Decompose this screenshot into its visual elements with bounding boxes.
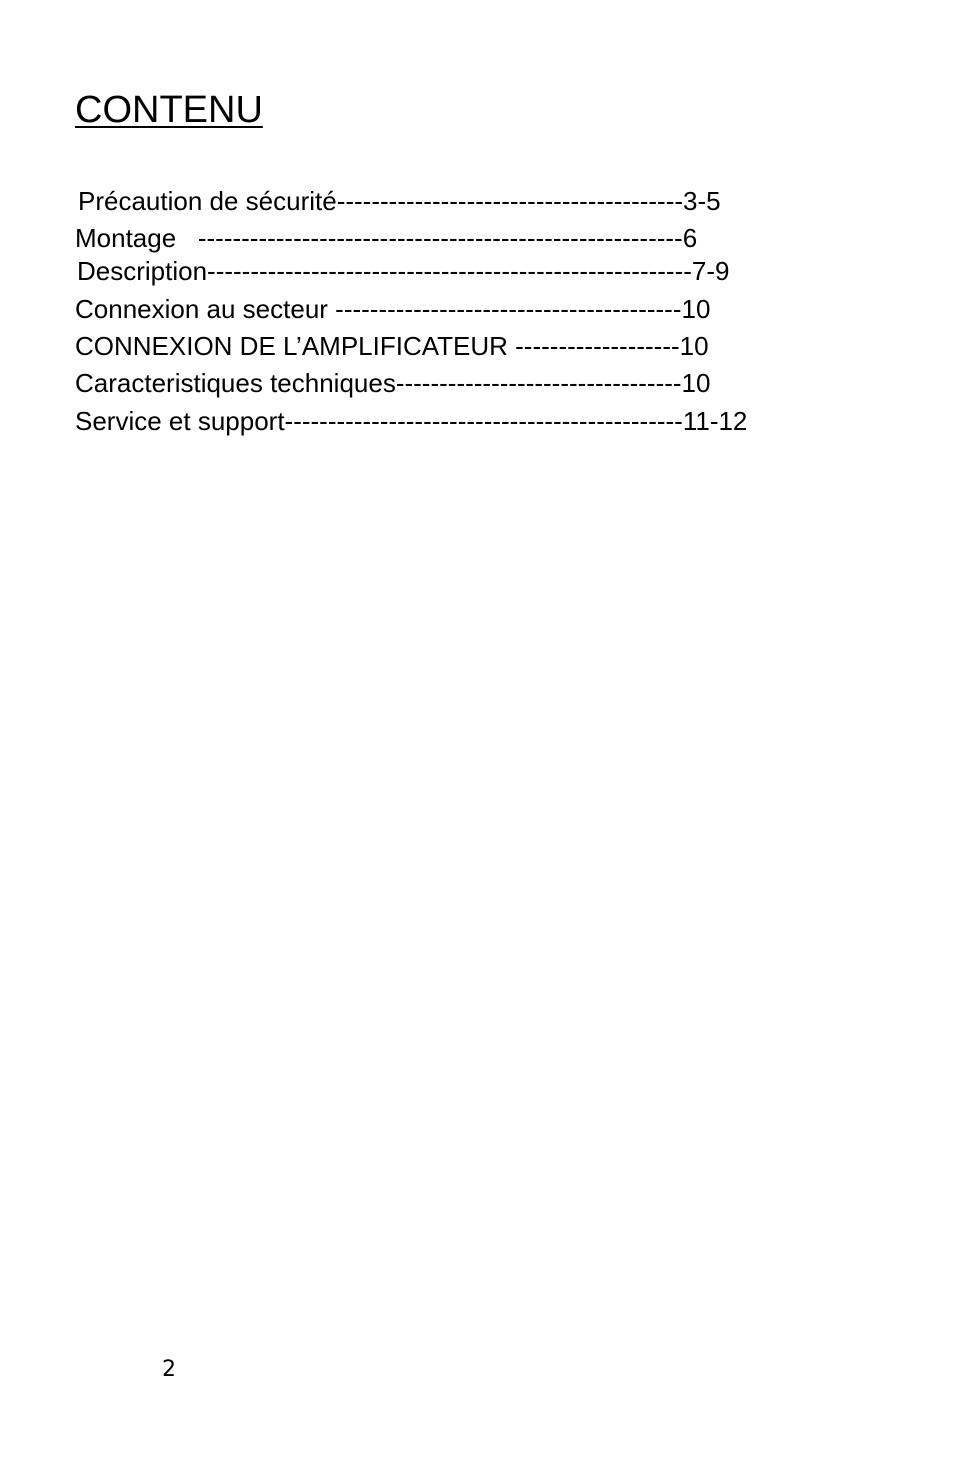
page-number: 2: [162, 1357, 176, 1382]
toc-entry-precaution: Précaution de sécurité----------------------------------------3-5: [78, 186, 721, 216]
toc-entry-description: Description--------------------------------------------------------7-9: [77, 256, 730, 286]
toc-entry-service-support: Service et support----------------------------------------------11-12: [75, 406, 748, 436]
toc-entry-caracteristiques: Caracteristiques techniques---------------------------------10: [75, 368, 711, 398]
page-title: CONTENU: [75, 89, 263, 131]
toc-entry-connexion-secteur: Connexion au secteur ----------------------------------------10: [75, 294, 711, 324]
toc-entry-montage: Montage --------------------------------------------------------6: [75, 223, 698, 253]
toc-entry-connexion-amplificateur: CONNEXION DE L’AMPLIFICATEUR -------------------10: [75, 331, 709, 361]
